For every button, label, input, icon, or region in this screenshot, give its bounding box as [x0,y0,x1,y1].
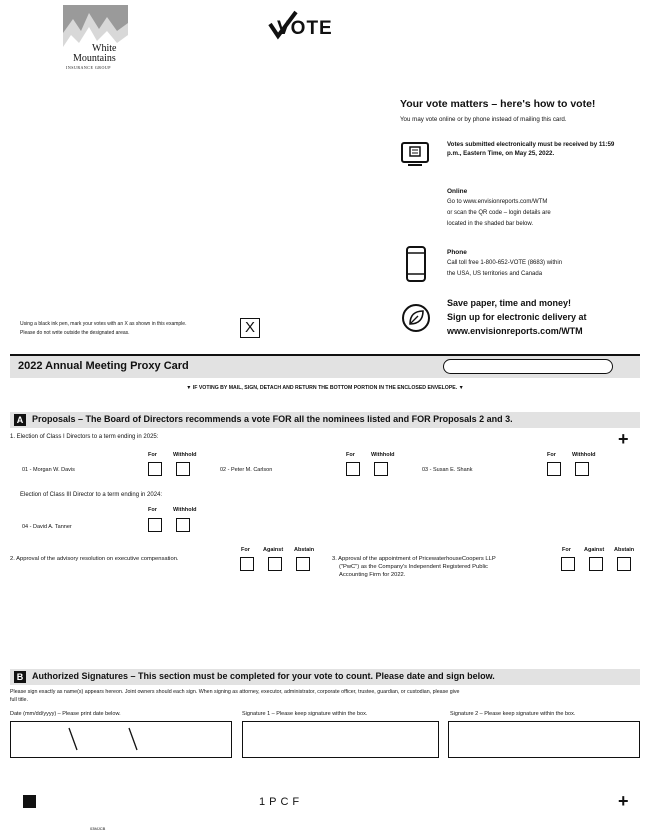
example-mark-box [240,318,260,338]
paperless-link[interactable]: www.envisionreports.com/WTM [447,326,583,336]
proposal-2-text: 2. Approval of the advisory resolution on executive compensation. [10,556,179,562]
nominee-04-withhold-checkbox[interactable] [176,518,190,532]
nominee-03: 03 - Susan E. Shank [422,467,473,473]
for-header: For [547,452,556,458]
proposals-title: Proposals – The Board of Directors recommends a vote FOR all the nominees listed and FOR Proposals 2 and 3. [32,414,513,424]
marking-instructions-2: Please do not write outside the designated areas. [20,330,130,336]
nominee-03-for-checkbox[interactable] [547,462,561,476]
signature-2-box[interactable] [448,721,640,758]
plus-icon: + [618,429,629,449]
proposal-1b-text: Election of Class III Director to a term ending in 2024: [20,492,163,498]
withhold-header: Withhold [572,452,596,458]
paperless-line-2: Sign up for electronic delivery at [447,312,587,322]
signature-1-label: Signature 1 – Please keep signature within the box. [242,711,368,717]
card-title-bar [10,354,640,378]
against-header: Against [263,547,284,553]
nominee-01: 01 - Morgan W. Davis [22,467,75,473]
nominee-04: 04 - David A. Tanner [22,524,72,530]
phone-icon [405,246,427,287]
signature-1-box[interactable] [242,721,439,758]
form-code: 1PCF [259,796,304,808]
proposal-2-for-checkbox[interactable] [240,557,254,571]
proposal-2-abstain-checkbox[interactable] [296,557,310,571]
withhold-header: Withhold [173,507,197,513]
paperless-line-1: Save paper, time and money! [447,298,572,308]
nominee-02-for-checkbox[interactable] [346,462,360,476]
phone-title: Phone [447,249,467,256]
nominee-01-withhold-checkbox[interactable] [176,462,190,476]
abstain-header: Abstain [614,547,635,553]
leaf-icon [401,303,431,338]
vote-logo-text: VOTE [277,18,333,39]
marking-instructions-1: Using a black ink pen, mark your votes with an X as shown in this example. [20,321,187,327]
online-title: Online [447,188,468,195]
deadline-text: Votes submitted electronically must be received by 11:59 p.m., Eastern Time, on May 25, 2022. [447,141,615,157]
for-header: For [241,547,250,553]
nominee-02-withhold-checkbox[interactable] [374,462,388,476]
logo-text-3: INSURANCE GROUP [66,65,111,70]
detach-notice: ▼ IF VOTING BY MAIL, SIGN, DETACH AND RETURN THE BOTTOM PORTION IN THE ENCLOSED ENVELOPE. ▼ [186,385,464,391]
section-a-letter: A [14,414,26,426]
abstain-header: Abstain [294,547,315,553]
signatures-title: Authorized Signatures – This section must be completed for your vote to count. Please date and sign below. [32,671,495,681]
phone-line-1: Call toll free 1-800-652-VOTE (8683) within [447,260,563,266]
nominee-03-withhold-checkbox[interactable] [575,462,589,476]
nominee-04-for-checkbox[interactable] [148,518,162,532]
proposal-2-against-checkbox[interactable] [268,557,282,571]
online-line-1: Go to www.envisionreports.com/WTM [447,199,548,205]
proposal-1-text: 1. Election of Class I Directors to a term ending in 2025: [10,434,159,440]
date-slash-guides [11,722,230,756]
for-header: For [148,507,157,513]
for-header: For [562,547,571,553]
logo-text-1: White [92,43,117,54]
plus-icon: + [618,791,629,811]
phone-line-2: the USA, US territories and Canada [447,271,543,277]
login-details-box [443,359,613,374]
signature-2-label: Signature 2 – Please keep signature within the box. [450,711,576,717]
nominee-01-for-checkbox[interactable] [148,462,162,476]
for-header: For [148,452,157,458]
proposal-3-line-2: ("PwC") as the Company's Independent Registered Public [339,564,488,570]
signature-instructions-1: Please sign exactly as name(s) appears hereon. Joint owners should each sign. When signing as attorney, executor, administrator, corporate officer, trustee, guardian, or custodian, please give [10,689,460,695]
vote-info-title: Your vote matters – here's how to vote! [400,98,596,110]
proposals-header [10,412,640,428]
mountains-icon [63,5,128,47]
date-label: Date (mm/dd/yyyy) – Please print date below. [10,711,121,717]
section-b-letter: B [14,671,26,683]
nominee-02: 02 - Peter M. Carlson [220,467,273,473]
against-header: Against [584,547,605,553]
proposal-3-abstain-checkbox[interactable] [617,557,631,571]
withhold-header: Withhold [371,452,395,458]
proposal-3-line-3: Accounting Firm for 2022. [339,572,406,578]
date-input-box[interactable] [10,721,232,758]
signatures-header [10,669,640,685]
online-line-2: or scan the QR code – login details are [447,210,551,216]
registration-mark [23,795,36,808]
logo-text-2: Mountains [73,53,116,64]
example-mark: X [244,319,255,336]
vote-logo [268,10,338,42]
vote-info-subtitle: You may vote online or by phone instead of mailing this card. [400,116,567,123]
proposal-3-against-checkbox[interactable] [589,557,603,571]
company-logo [63,5,128,73]
small-code: 03MJCB [90,826,106,831]
proposal-3-line-1: 3. Approval of the appointment of PricewaterhouseCoopers LLP [332,556,496,562]
withhold-header: Withhold [173,452,197,458]
for-header: For [346,452,355,458]
proposal-3-for-checkbox[interactable] [561,557,575,571]
computer-icon [400,141,430,174]
card-title: 2022 Annual Meeting Proxy Card [18,360,189,372]
signature-instructions-2: full title. [10,697,28,703]
online-line-3: located in the shaded bar below. [447,221,534,227]
